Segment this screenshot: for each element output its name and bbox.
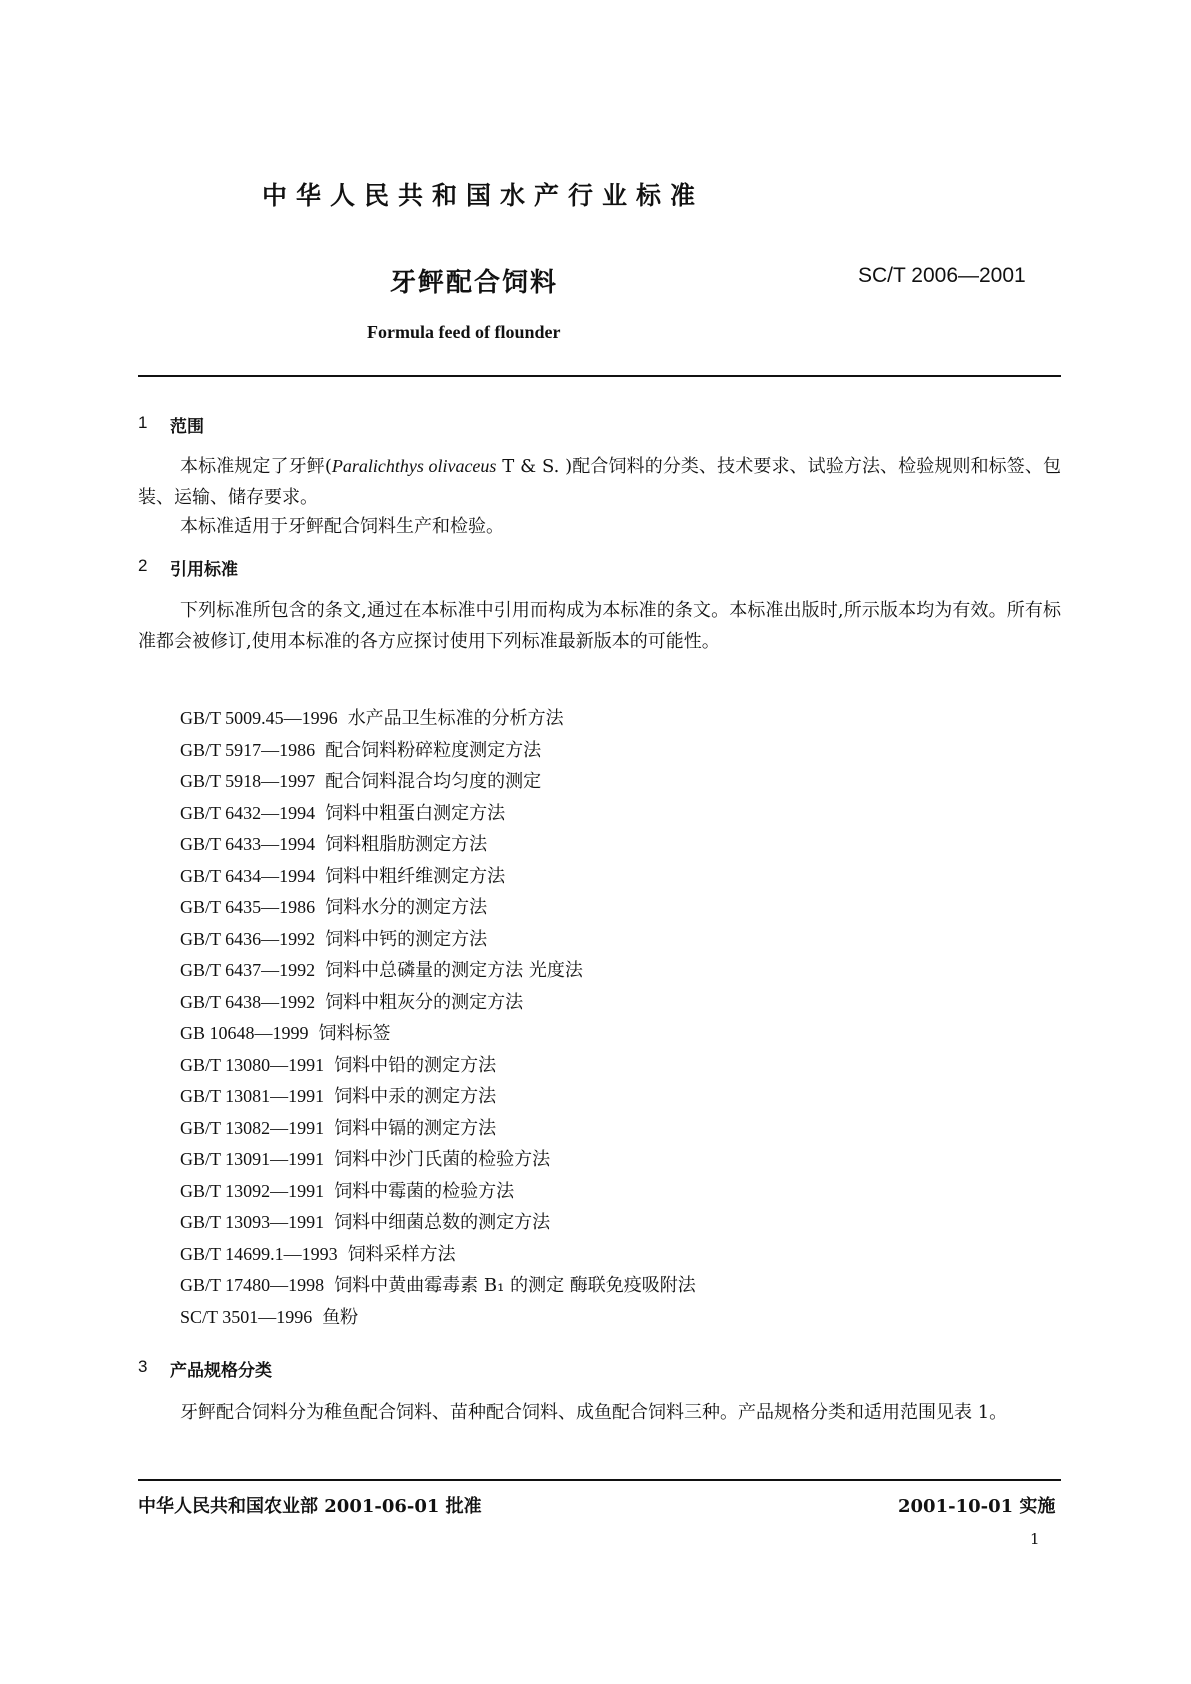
list-item [180,1113,696,1145]
list-item [180,1176,696,1208]
list-item [180,1270,696,1302]
scope-paragraph-2: 本标准适用于牙鲆配合饲料生产和检验。 [180,516,504,537]
reference-title: 饲料中粗蛋白测定方法 [325,802,506,824]
reference-code: GB/T 5918—1997 [180,771,316,791]
list-item [180,924,696,956]
reference-title: 饲料中铅的测定方法 [334,1054,497,1076]
header-divider [138,375,1061,377]
list-item [180,1239,696,1271]
reference-code: GB/T 5917—1986 [180,739,316,760]
reference-title: 饲料中总磷量的测定方法 光度法 [325,960,583,981]
section-1-number: 1 [138,413,148,432]
reference-title: 饲料中黄曲霉毒素 B₁ 的测定 酶联免疫吸附法 [334,1275,696,1296]
reference-title: 饲料中细菌总数的测定方法 [334,1212,551,1233]
standard-category-heading: 中华人民共和国水产行业标准 [262,181,705,210]
reference-code: GB/T 6436—1992 [180,928,316,949]
reference-title: 饲料粗脂肪测定方法 [325,834,488,855]
document-title: 牙鲆配合饲料 [390,268,559,298]
reference-title: 饲料中钙的测定方法 [325,928,488,950]
scope-paragraph-1 [138,451,1061,513]
list-item [180,987,696,1019]
reference-title: 饲料中霉菌的检验方法 [334,1180,515,1202]
reference-title: 饲料中粗纤维测定方法 [325,865,506,887]
list-item [180,1018,696,1050]
section-3-number: 3 [138,1357,148,1376]
reference-code: GB/T 6437—1992 [180,960,316,980]
section-2-number: 2 [138,556,148,575]
reference-code: GB 10648—1999 [180,1023,309,1043]
references-intro: 下列标准所包含的条文,通过在本标准中引用而构成为本标准的条文。本标准出版时,所示版本均为有效。所有标准都会被修订,使用本标准的各方应探讨使用下列标准最新版本的可能性。 [138,600,1061,652]
list-item [180,955,696,987]
list-item [180,1081,696,1113]
reference-code: GB/T 6432—1994 [180,802,316,823]
approval-date: 中华人民共和国农业部 2001-06-01 批准 [138,1496,482,1517]
reference-title: 饲料采样方法 [347,1243,456,1265]
reference-code: GB/T 13091—1991 [180,1149,325,1169]
list-item [180,1144,696,1176]
reference-code: GB/T 6435—1986 [180,897,316,917]
section-3-title: 产品规格分类 [170,1361,272,1381]
implementation-date: 2001-10-01 实施 [898,1496,1056,1517]
reference-code: GB/T 14699.1—1993 [180,1243,338,1264]
reference-title: 水产品卫生标准的分析方法 [347,708,564,729]
reference-code: GB/T 13081—1991 [180,1086,325,1106]
document-title-english: Formula feed of flounder [367,322,561,342]
reference-code: GB/T 17480—1998 [180,1275,325,1295]
reference-code: GB/T 6438—1992 [180,991,316,1012]
list-item [180,1207,696,1239]
reference-title: 配合饲料混合均匀度的测定 [325,771,542,792]
footer-divider [138,1479,1061,1481]
standard-code: SC/T 2006—2001 [858,264,1026,287]
reference-title: 鱼粉 [322,1306,359,1328]
reference-title: 饲料中粗灰分的测定方法 [325,991,524,1013]
scope-p1-before: 本标准规定了牙鲆( [180,456,332,477]
list-item [180,735,696,767]
list-item [180,892,696,924]
reference-code: GB/T 6434—1994 [180,865,316,886]
reference-title: 饲料标签 [318,1023,391,1044]
classification-paragraph: 牙鲆配合饲料分为稚鱼配合饲料、苗种配合饲料、成鱼配合饲料三种。产品规格分类和适用范围见表 1。 [180,1402,1008,1423]
section-2-title: 引用标准 [170,560,238,580]
reference-code: GB/T 13080—1991 [180,1054,325,1075]
reference-code: GB/T 5009.45—1996 [180,708,338,728]
scope-p1-after: T & S. )配合饲料的分类、技术要求、试验方法、检验规则和标签、包装、运输、储存要求。 [138,456,1061,508]
reference-code: GB/T 13092—1991 [180,1180,325,1201]
list-item [180,798,696,830]
reference-title: 饲料中沙门氏菌的检验方法 [334,1149,551,1170]
reference-title: 饲料水分的测定方法 [325,897,488,918]
reference-code: GB/T 13082—1991 [180,1117,325,1138]
reference-title: 配合饲料粉碎粒度测定方法 [325,739,542,761]
reference-code: GB/T 6433—1994 [180,834,316,854]
reference-title: 饲料中汞的测定方法 [334,1086,497,1107]
reference-code: GB/T 13093—1991 [180,1212,325,1232]
list-item [180,1050,696,1082]
reference-list [180,703,696,1333]
reference-code: SC/T 3501—1996 [180,1306,313,1327]
list-item [180,766,696,798]
list-item [180,1302,696,1334]
page-number: 1 [1030,1530,1040,1548]
list-item [180,829,696,861]
list-item [180,703,696,735]
section-1-title: 范围 [170,417,204,437]
scope-p1-species: Paralichthys olivaceus [331,456,497,476]
list-item [180,861,696,893]
reference-title: 饲料中镉的测定方法 [334,1117,497,1139]
